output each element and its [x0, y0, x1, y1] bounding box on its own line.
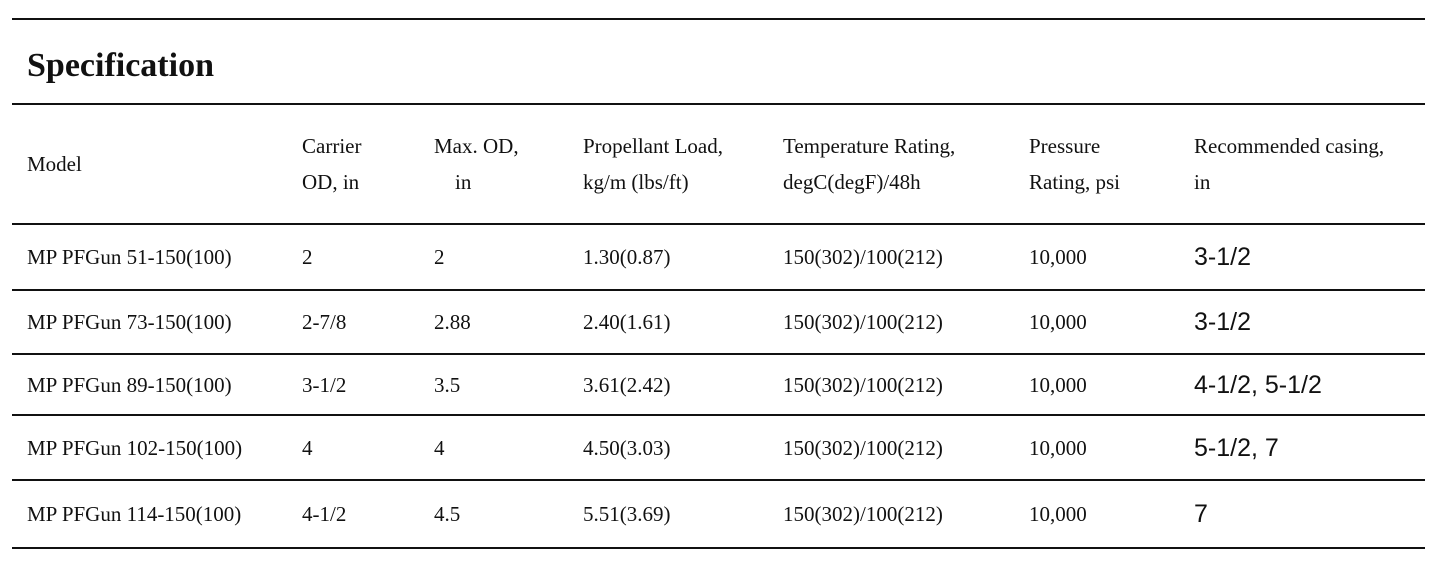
header-line: Rating, psi: [1029, 170, 1121, 194]
spec-table: [12, 103, 1425, 549]
cell-temperature-rating: 150(302)/100(212): [783, 245, 943, 269]
table-row: [12, 224, 1425, 290]
header-recommended-casing: [1179, 104, 1425, 224]
cell-max-od: 4: [434, 435, 445, 460]
cell-temperature-rating: 150(302)/100(212): [783, 372, 943, 397]
header-line: Temperature Rating,: [783, 134, 956, 158]
header-row: [12, 104, 1425, 224]
header-line: Max. OD,: [434, 134, 519, 158]
cell-temperature-rating: 150(302)/100(212): [783, 435, 943, 460]
cell-model: MP PFGun 73-150(100): [27, 310, 232, 334]
table-row: [12, 415, 1425, 480]
cell-propellant-load: 5.51(3.69): [583, 502, 671, 526]
table-row: [12, 290, 1425, 354]
cell-propellant-load: 4.50(3.03): [583, 435, 671, 460]
header-model: [12, 104, 287, 224]
cell-recommended-casing: 3-1/2: [1194, 308, 1251, 336]
header-line: degC(degF)/48h: [783, 170, 921, 194]
cell-pressure-rating: 10,000: [1029, 310, 1087, 334]
header-line: Propellant Load,: [583, 134, 723, 158]
cell-propellant-load: 3.61(2.42): [583, 372, 671, 397]
cell-pressure-rating: 10,000: [1029, 245, 1087, 269]
header-line: in: [455, 170, 472, 194]
table-row: [12, 354, 1425, 415]
cell-model: MP PFGun 89-150(100): [27, 372, 232, 397]
cell-pressure-rating: 10,000: [1029, 372, 1087, 397]
header-line: Recommended casing,: [1194, 134, 1385, 158]
cell-max-od: 3.5: [434, 372, 461, 397]
title-row: [12, 20, 1425, 103]
cell-propellant-load: 1.30(0.87): [583, 245, 671, 269]
header-propellant-load: [568, 104, 768, 224]
header-carrier-od: [287, 104, 419, 224]
cell-propellant-load: 2.40(1.61): [583, 310, 671, 334]
cell-recommended-casing: 3-1/2: [1194, 243, 1251, 271]
cell-recommended-casing: 7: [1194, 500, 1208, 528]
table-header: [12, 104, 1425, 224]
cell-pressure-rating: 10,000: [1029, 502, 1087, 526]
page-title: Specification: [27, 47, 214, 84]
cell-pressure-rating: 10,000: [1029, 435, 1087, 460]
cell-carrier-od: 2: [302, 245, 313, 269]
cell-recommended-casing: 5-1/2, 7: [1194, 433, 1279, 462]
header-line: Pressure: [1029, 134, 1101, 158]
cell-model: MP PFGun 114-150(100): [27, 502, 242, 526]
cell-recommended-casing: 4-1/2, 5-1/2: [1194, 370, 1322, 399]
header-max-od: [419, 104, 568, 224]
header-temperature-rating: [768, 104, 1014, 224]
header-line: OD, in: [302, 170, 360, 194]
cell-carrier-od: 4: [302, 435, 313, 460]
header-line: Carrier: [302, 134, 362, 158]
cell-model: MP PFGun 51-150(100): [27, 245, 232, 269]
cell-max-od: 2: [434, 245, 445, 269]
cell-carrier-od: 3-1/2: [302, 372, 347, 397]
cell-carrier-od: 2-7/8: [302, 310, 347, 334]
cell-carrier-od: 4-1/2: [302, 502, 347, 526]
cell-temperature-rating: 150(302)/100(212): [783, 310, 943, 334]
header-line: kg/m (lbs/ft): [583, 170, 689, 194]
spec-section: [12, 18, 1425, 549]
table-body: [12, 224, 1425, 548]
table-row: [12, 480, 1425, 548]
header-line: Model: [27, 152, 82, 176]
header-line: in: [1194, 170, 1211, 194]
header-pressure-rating: [1014, 104, 1179, 224]
cell-max-od: 2.88: [434, 310, 471, 334]
cell-max-od: 4.5: [434, 502, 461, 526]
cell-temperature-rating: 150(302)/100(212): [783, 502, 943, 526]
cell-model: MP PFGun 102-150(100): [27, 435, 243, 460]
